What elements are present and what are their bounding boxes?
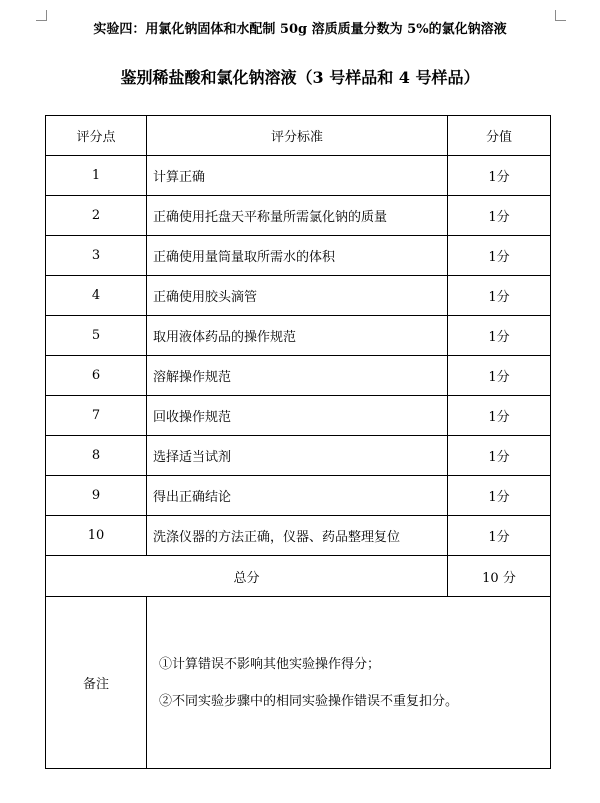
table-row: [46, 196, 551, 236]
table-row: [46, 156, 551, 196]
row-criterion: 洗涤仪器的方法正确，仪器、药品整理复位: [147, 516, 448, 556]
row-point: 5: [46, 316, 147, 356]
row-point: 9: [46, 476, 147, 516]
row-criterion: 正确使用量筒量取所需水的体积: [147, 236, 448, 276]
table-row: [46, 476, 551, 516]
row-point: 7: [46, 396, 147, 436]
total-value: 10 分: [448, 556, 551, 597]
row-point: 10: [46, 516, 147, 556]
table-row: [46, 396, 551, 436]
row-criterion: 溶解操作规范: [147, 356, 448, 396]
row-point: 4: [46, 276, 147, 316]
remark-item-2: ②不同实验步骤中的相同实验操作错误不重复扣分。: [159, 693, 459, 709]
table-row: [46, 436, 551, 476]
row-criterion: 取用液体药品的操作规范: [147, 316, 448, 356]
row-criterion: 计算正确: [147, 156, 448, 196]
table-header-row: [46, 116, 551, 156]
row-criterion: 正确使用托盘天平称量所需氯化钠的质量: [147, 196, 448, 236]
experiment-title: 实验四：用氯化钠固体和水配制 50g 溶质质量分数为 5%的氯化钠溶液: [93, 22, 507, 37]
row-score: 1分: [448, 356, 551, 396]
row-score: 1分: [448, 316, 551, 356]
row-criterion: 选择适当试剂: [147, 436, 448, 476]
total-label: 总分: [46, 556, 448, 597]
table-row: [46, 316, 551, 356]
row-score: 1分: [448, 516, 551, 556]
header-score: 分值: [448, 116, 551, 156]
row-point: 8: [46, 436, 147, 476]
row-criterion: 得出正确结论: [147, 476, 448, 516]
total-row: [46, 556, 551, 597]
remarks-row: [46, 597, 551, 769]
row-score: 1分: [448, 396, 551, 436]
table-row: [46, 276, 551, 316]
remark-item-1: ①计算错误不影响其他实验操作得分；: [159, 656, 381, 672]
row-score: 1分: [448, 196, 551, 236]
header-point: 评分点: [46, 116, 147, 156]
table-row: [46, 236, 551, 276]
remarks-label: 备注: [46, 597, 147, 769]
row-score: 1分: [448, 276, 551, 316]
row-point: 6: [46, 356, 147, 396]
row-point: 3: [46, 236, 147, 276]
row-score: 1分: [448, 236, 551, 276]
scoring-table: [45, 115, 551, 769]
header-criterion: 评分标准: [147, 116, 448, 156]
section-title: 鉴别稀盐酸和氯化钠溶液（3 号样品和 4 号样品）: [120, 68, 480, 87]
row-score: 1分: [448, 156, 551, 196]
row-score: 1分: [448, 436, 551, 476]
remarks-content: [147, 597, 551, 769]
row-point: 1: [46, 156, 147, 196]
row-criterion: 回收操作规范: [147, 396, 448, 436]
table-row: [46, 516, 551, 556]
row-criterion: 正确使用胶头滴管: [147, 276, 448, 316]
row-point: 2: [46, 196, 147, 236]
row-score: 1分: [448, 476, 551, 516]
table-row: [46, 356, 551, 396]
